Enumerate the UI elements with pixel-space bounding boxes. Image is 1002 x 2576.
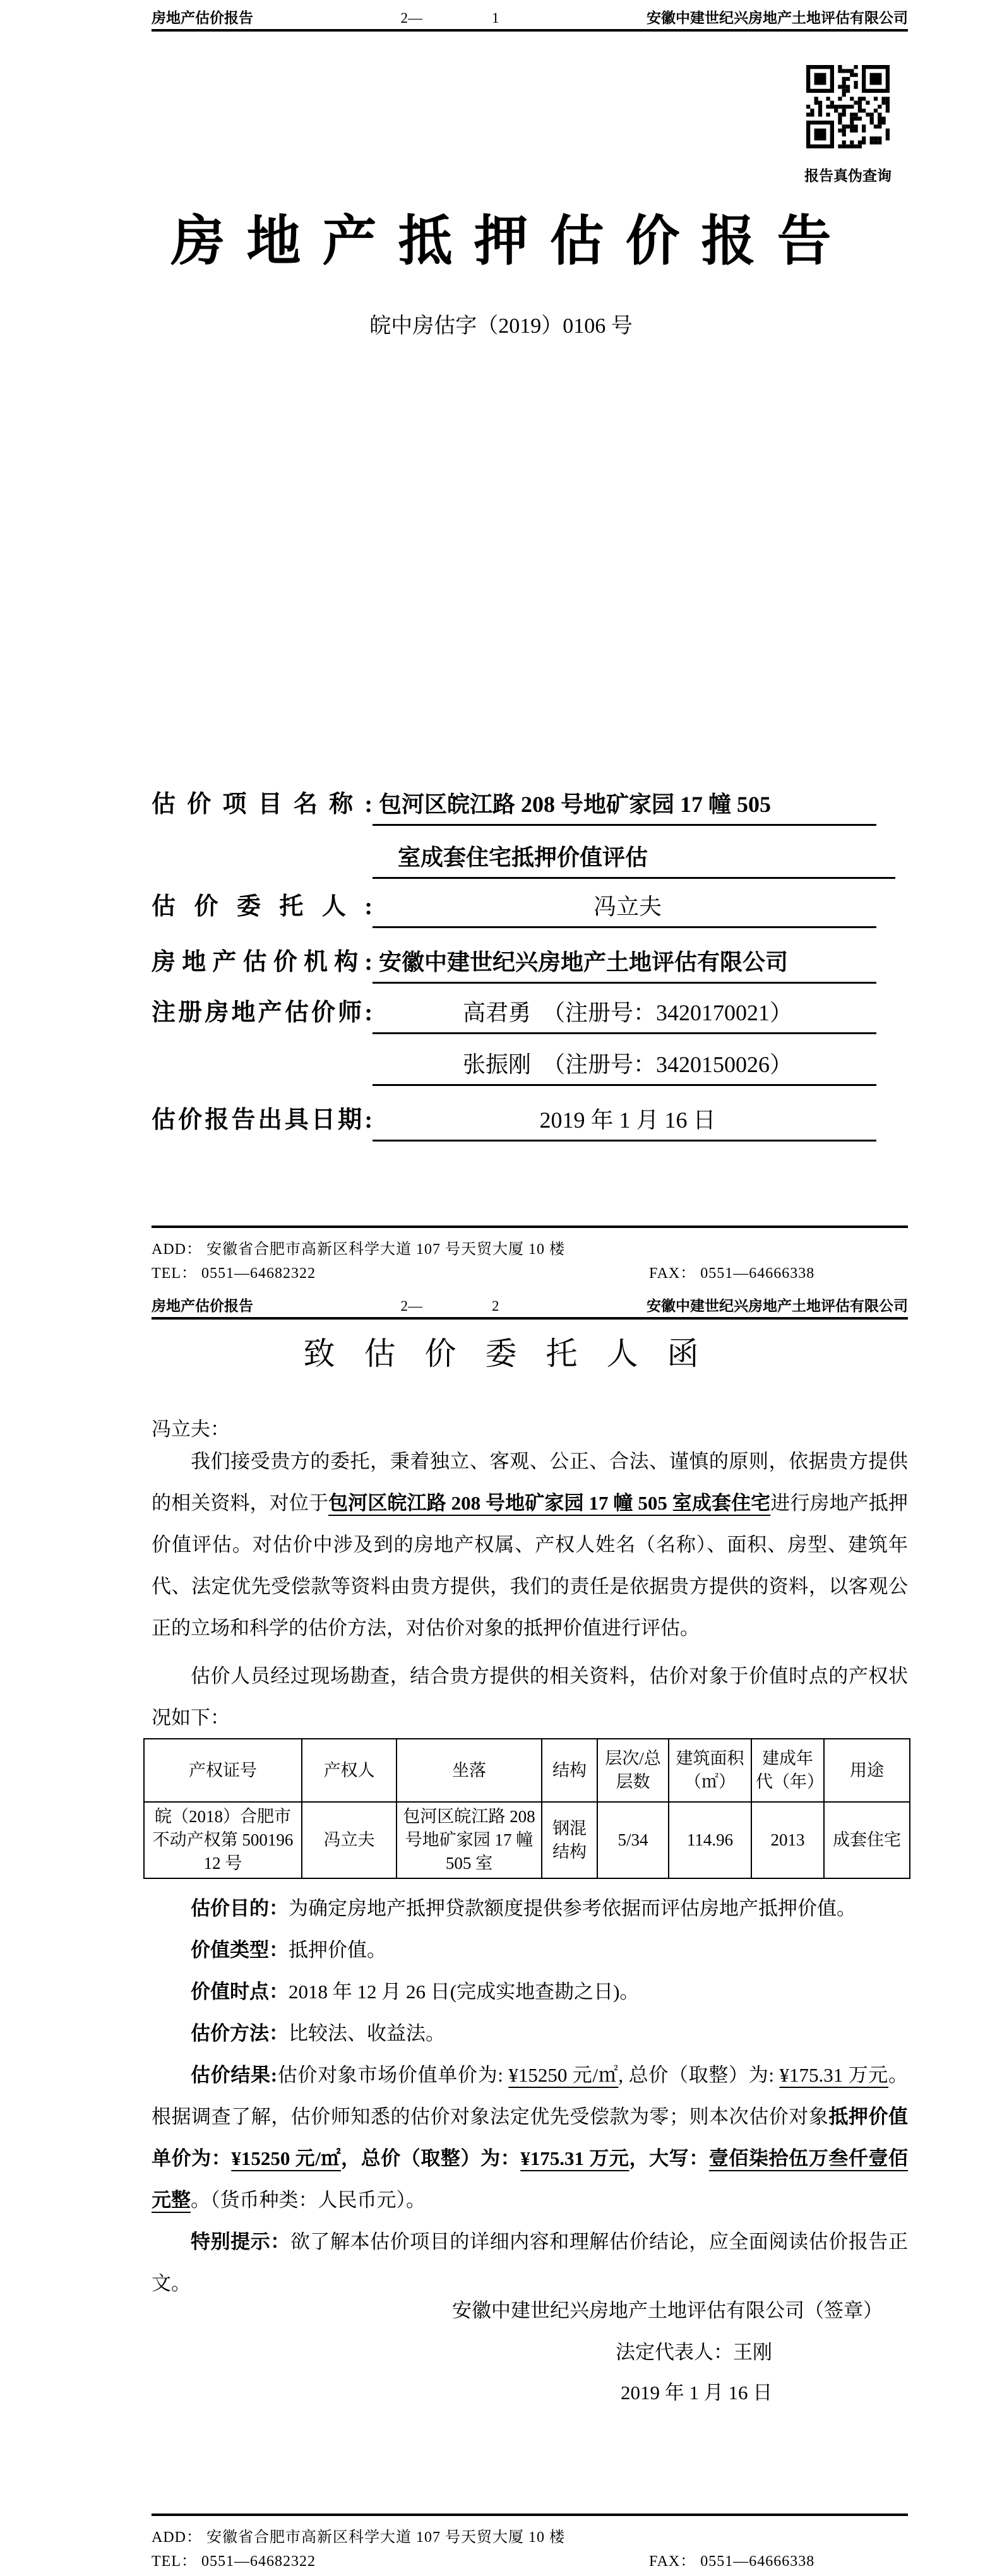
cell-use: 成套住宅 [824,1802,910,1878]
header-page-number [401,10,499,27]
header-page-number [401,1298,499,1315]
field-agency [152,942,876,984]
report-number: 皖中房估字（2019）0106 号 [369,314,633,338]
field-label: 估价委托人: [152,893,373,920]
header-doc-type: 房地产估价报告 [152,1298,253,1314]
footer-divider [152,2513,908,2516]
field-value: 张振刚 （注册号：3420150026） [373,1047,876,1086]
table-header-row [144,1739,910,1802]
field-value: 高君勇 （注册号：3420170021） [373,995,876,1034]
field-value: 包河区皖江路 208 号地矿家园 17 幢 505 [373,787,876,826]
appraisal-items [152,1888,908,2305]
page-no: 2 [492,1298,499,1314]
col-structure: 结构 [542,1739,597,1802]
item-notice: 特别提示：欲了解本估价项目的详细内容和理解估价结论，应全面阅读估价报告正文。 [152,2231,908,2294]
footer-divider [152,1225,908,1228]
header-company-name: 安徽中建世纪兴房地产土地评估有限公司 [647,1298,908,1314]
col-owner: 产权人 [302,1739,397,1802]
field-project-name [152,784,876,826]
field-value: 室成套住宅抵押价值评估 [373,840,895,879]
field-value: 2019 年 1 月 16 日 [373,1102,876,1142]
cell-floor: 5/34 [597,1802,669,1878]
header-doc-type: 房地产估价报告 [152,10,253,26]
field-label: 估价报告出具日期: [152,1107,373,1133]
page-no: 1 [492,10,499,26]
signature-date: 2019 年 1 月 16 日 [621,2382,773,2404]
item-result: 估价结果:估价对象市场价值单价为: ¥15250 元/㎡, 总价（取整）为: ¥175.31 万元。根据调查了解，估价师知悉的估价对象法定优先受偿款为零；则本次估价对象抵押价值单价为：¥15250 元/㎡，总价（取整）为：¥175.31 万元，大写：壹佰柒拾伍万叁仟壹佰元整。（货币种类：人民币元）。 [152,2064,909,2211]
cell-cert-no: 皖（2018）合肥市不动产权第 50019612 号 [144,1802,302,1878]
item-value-date: 价值时点：2018 年 12 月 26 日(完成实地查勘之日)。 [191,1981,640,2003]
footer-tel: TEL： 0551—64682322 [152,1265,316,1282]
cell-structure: 钢混结构 [542,1802,597,1878]
field-label: 房地产估价机构: [152,949,373,975]
letter-paragraph-1: 我们接受贵方的委托，秉着独立、客观、公正、合法、谨慎的原则，依据贵方提供的相关资料，对位于包河区皖江路 208 号地矿家园 17 幢 505 室成套住宅进行房地产抵押价值评估。对估价中涉及到的房地产权属、产权人姓名（名称）、面积、房型、建筑年代、法定优先受偿款等资料由贵方提供，我们的责任是依据贵方提供的资料，以客观公正的立场和科学的估价方法，对估价对象的抵押价值进行评估。 [152,1450,909,1639]
signature-representative: 法定代表人：王刚 [616,2341,772,2363]
item-methods: 估价方法：比较法、收益法。 [191,2022,445,2044]
footer-fax: FAX： 0551—64666338 [649,1265,815,1282]
signature-company: 安徽中建世纪兴房地产土地评估有限公司（签章） [452,2299,883,2322]
qr-caption: 报告真伪查询 [804,168,892,184]
field-value: 冯立夫 [373,889,876,928]
page-prefix: 2— [400,1298,422,1314]
field-appraiser-1 [152,993,876,1034]
footer-fax: FAX： 0551—64666338 [649,2553,815,2570]
col-area: 建筑面积（㎡） [669,1739,751,1802]
page-prefix: 2— [400,10,422,26]
header-divider [152,29,908,32]
item-value-type: 价值类型：抵押价值。 [191,1939,386,1961]
footer-tel: TEL： 0551—64682322 [152,2553,316,2570]
field-label: 注册房地产估价师: [152,999,373,1026]
col-year-built: 建成年代（年） [751,1739,824,1802]
table-row [144,1802,910,1878]
cell-area: 114.96 [669,1802,751,1878]
item-purpose: 估价目的：为确定房地产抵押贷款额度提供参考依据而评估房地产抵押价值。 [191,1897,856,1919]
field-project-name-line2 [152,840,895,879]
page2-running-header [152,1294,908,1315]
cell-owner: 冯立夫 [302,1802,397,1878]
page1-running-header [152,6,908,27]
field-client [152,886,876,928]
cell-year-built: 2013 [751,1802,824,1878]
letter-salutation: 冯立夫： [152,1418,230,1440]
report-title: 房地产抵押估价报告 [170,211,853,271]
footer-address: ADD： 安徽省合肥市高新区科学大道 107 号天贸大厦 10 楼 [152,1241,565,1258]
col-location: 坐落 [397,1739,542,1802]
header-divider [152,1317,908,1320]
field-label: 估价项目名称: [152,791,373,818]
letter-title: 致估价委托人函 [303,1336,728,1371]
col-cert-no: 产权证号 [144,1739,302,1802]
footer-contacts [152,1260,908,1282]
col-floor: 层次/总层数 [597,1739,669,1802]
qr-code [806,65,890,148]
field-appraiser-2 [152,1047,876,1086]
cell-location: 包河区皖江路 208 号地矿家园 17 幢 505 室 [397,1802,542,1878]
field-value: 安徽中建世纪兴房地产土地评估有限公司 [373,945,876,984]
footer-contacts [152,2548,908,2570]
footer-address: ADD： 安徽省合肥市高新区科学大道 107 号天贸大厦 10 楼 [152,2529,565,2546]
col-use: 用途 [824,1739,910,1802]
field-issue-date [152,1100,876,1142]
letter-paragraph-2: 估价人员经过现场勘查，结合贵方提供的相关资料，估价对象于价值时点的产权状况如下： [152,1665,908,1729]
header-company-name: 安徽中建世纪兴房地产土地评估有限公司 [647,10,908,26]
ownership-table [143,1738,910,1879]
